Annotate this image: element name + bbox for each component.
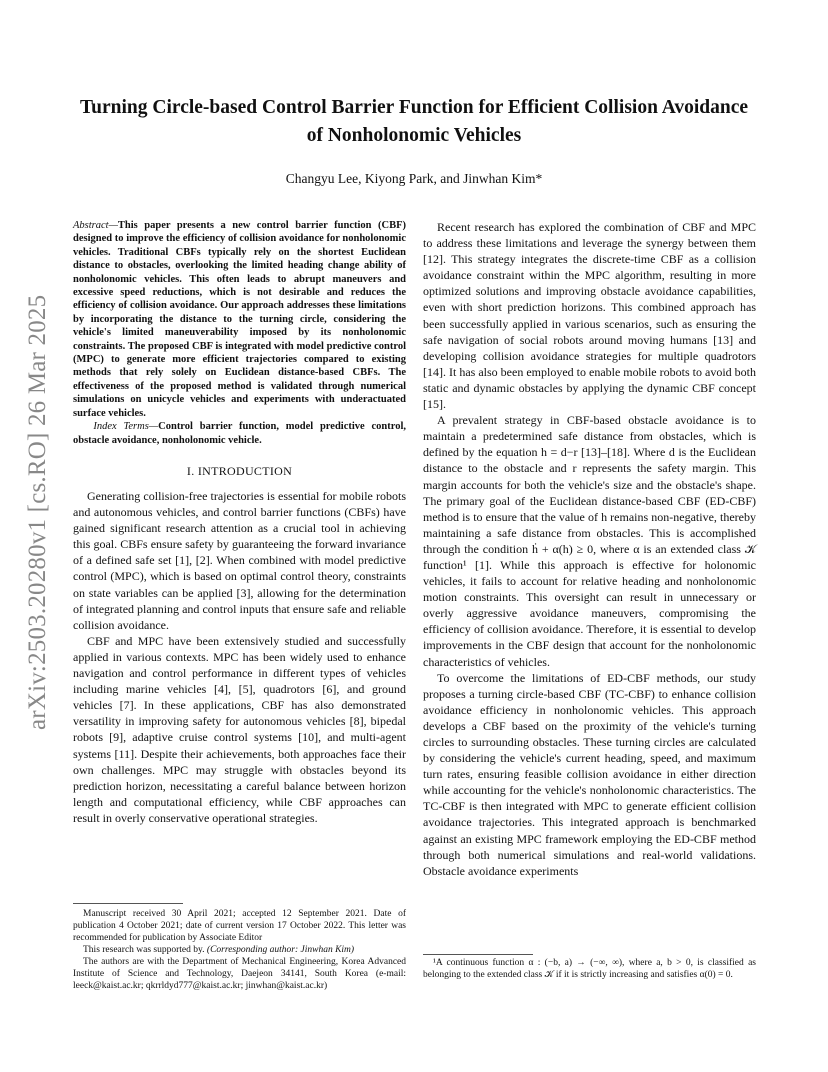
manuscript-footnote xyxy=(73,908,406,992)
footnote-divider-right xyxy=(423,954,533,955)
intro-paragraph-1: Generating collision-free trajectories is essential for mobile robots and autonomous vehicles, and control barrier functions (CBFs) have gained significant research attention as a crucial tool in achieving this goal. CBFs ensure safety by guaranteeing the forward invariance of a defined safe set [1], [2]. When combined with model predictive control (MPC), which is based on optimal control theory, constraints on state variables can be applied [3], allowing for the determination of integrated planning and control inputs that ensure safe and reliable collision avoidance. xyxy=(73,489,406,632)
support-note xyxy=(73,944,406,956)
intro-paragraph-5: To overcome the limitations of ED-CBF methods, our study proposes a turning circle-based CBF (TC-CBF) to enhance collision avoidance efficiency in nonholonomic vehicles. This approach develops a CBF based on the proximity of the vehicle's turning circles to surrounding obstacles. These turning circles are calculated by considering the vehicle's current heading, speed, and maximum turn rates, ensuring feasible collision avoidance in either direction while accounting for the vehicle's nonholonomic characteristics. The TC-CBF is then integrated with MPC to generate efficient collision avoidance trajectories. This integrated approach is benchmarked against an existing MPC framework employing the ED-CBF method through both numerical simulations and real-world validations. Obstacle avoidance experiments xyxy=(423,670,756,878)
intro-paragraph-4: A prevalent strategy in CBF-based obstacle avoidance is to maintain a predetermined safe distance from obstacles, which is defined by the equation h = d−r [13]–[18]. Where d is the Euclidean distance to the obstacle and r represents the safety margin. This margin accounts for both the vehicle's size and the obstacle's shape. The primary goal of the Euclidean distance-based CBF (ED-CBF) method is to ensure that the value of h remains non-negative, thereby maintaining a safe distance from obstacles. This is accomplished through the condition ḣ + α(h) ≥ 0, where α is an extended class 𝒦 function¹ [1]. While this approach is effective for holonomic vehicles, it fails to account for relative heading and nonholonomic motion constraints. This oversight can result in unnecessary or overly aggressive avoidance maneuvers, compromising the efficiency of collision avoidance. Therefore, it is essential to develop improvements in the CBF design that account for the nonholonomic characteristics of vehicles. xyxy=(423,413,756,669)
support-lead: This research was supported by. xyxy=(83,945,205,955)
index-terms-lead: Index Terms— xyxy=(93,421,159,433)
abstract xyxy=(73,219,406,420)
abstract-text: This paper presents a new control barrier function (CBF) designed to improve the efficiency of collision avoidance for nonholonomic vehicles. Traditional CBFs typically rely on the shortest Euclidean distance to obstacles, overlooking the limited heading change ability of nonholonomic vehicles. This often leads to abrupt maneuvers and excessive speed reductions, which is not desirable and reduces the efficiency of collision avoidance. Our approach addresses these limitations by incorporating the distance to the turning circle, considering the vehicle's limited maneuverability imposed by its nonholonomic constraints. The proposed CBF is integrated with model predictive control (MPC) to generate more efficient trajectories compared to existing methods that rely solely on Euclidean distance-based CBFs. The effectiveness of the proposed method is validated through numerical simulations on unicycle vehicles and experiments with underactuated surface vehicles. xyxy=(73,220,406,419)
manuscript-note: Manuscript received 30 April 2021; accepted 12 September 2021. Date of publication 4 October 2021; date of current version 17 October 2022. This letter was recommended for publication by Associate Editor xyxy=(73,909,406,943)
arxiv-identifier: arXiv:2503.20280v1 [cs.RO] 26 Mar 2025 xyxy=(24,294,51,730)
corresponding-author: (Corresponding author: Jinwhan Kim) xyxy=(206,945,355,955)
right-column xyxy=(423,219,756,879)
abstract-lead: Abstract— xyxy=(73,220,118,231)
affiliation-note: The authors are with the Department of Mechanical Engineering, Korea Advanced Institute of Science and Technology, Daejeon 34141, South Korea (e-mail: leeck@kaist.ac.kr; qkrrldyd777@kaist.ac.kr; jinwhan@kaist.ac.kr) xyxy=(73,957,406,991)
footnote-1: ¹A continuous function α : (−b, a) → (−∞, ∞), where a, b > 0, is classified as belonging to the extended class 𝒦 if it is strictly increasing and satisfies α(0) = 0. xyxy=(423,958,756,980)
footnote-divider xyxy=(73,903,183,904)
class-k-footnote xyxy=(423,957,756,981)
index-terms xyxy=(73,420,406,447)
left-column xyxy=(73,219,406,826)
author-list: Changyu Lee, Kiyong Park, and Jinwhan Kim* xyxy=(285,171,543,186)
paper-title: Turning Circle-based Control Barrier Function for Efficient Collision Avoidance of Nonholonomic Vehicles xyxy=(79,97,749,146)
section-heading-introduction: I. INTRODUCTION xyxy=(186,463,293,478)
intro-paragraph-2: CBF and MPC have been extensively studied and successfully applied in various contexts. MPC has been widely used to enhance navigation and control performance in different types of vehicles including marine vehicles [4], [5], quadrotors [6], and ground vehicles [7]. In these applications, CBF has also demonstrated versatility in improving safety for autonomous vehicles [8], bipedal robots [9], adaptive cruise control systems [10], and multi-agent systems [11]. Despite their achievements, both approaches face their own challenges. MPC may struggle with obstacles beyond its prediction horizon, necessitating a careful balance between horizon length and computational efficiency, while CBF approaches can result in overly conservative operational strategies. xyxy=(73,633,406,825)
intro-paragraph-3: Recent research has explored the combination of CBF and MPC to address these limitations and leverage the synergy between them [12]. This strategy integrates the discrete-time CBF as a collision avoidance constraint within the MPC algorithm, resulting in more optimized solutions and improving obstacle avoidance capabilities, even with short prediction horizons. This combined approach has been successfully applied in various scenarios, such as ensuring the safe navigation of social robots around moving humans [13] and developing collision avoidance strategies for multiple quadrotors [14]. It has also been employed to enable mobile robots to avoid both static and dynamic obstacles by applying the dynamic CBF concept [15]. xyxy=(423,220,756,412)
index-terms-text: Control barrier function, model predictive control, obstacle avoidance, nonholonomic vehicle. xyxy=(73,421,406,446)
